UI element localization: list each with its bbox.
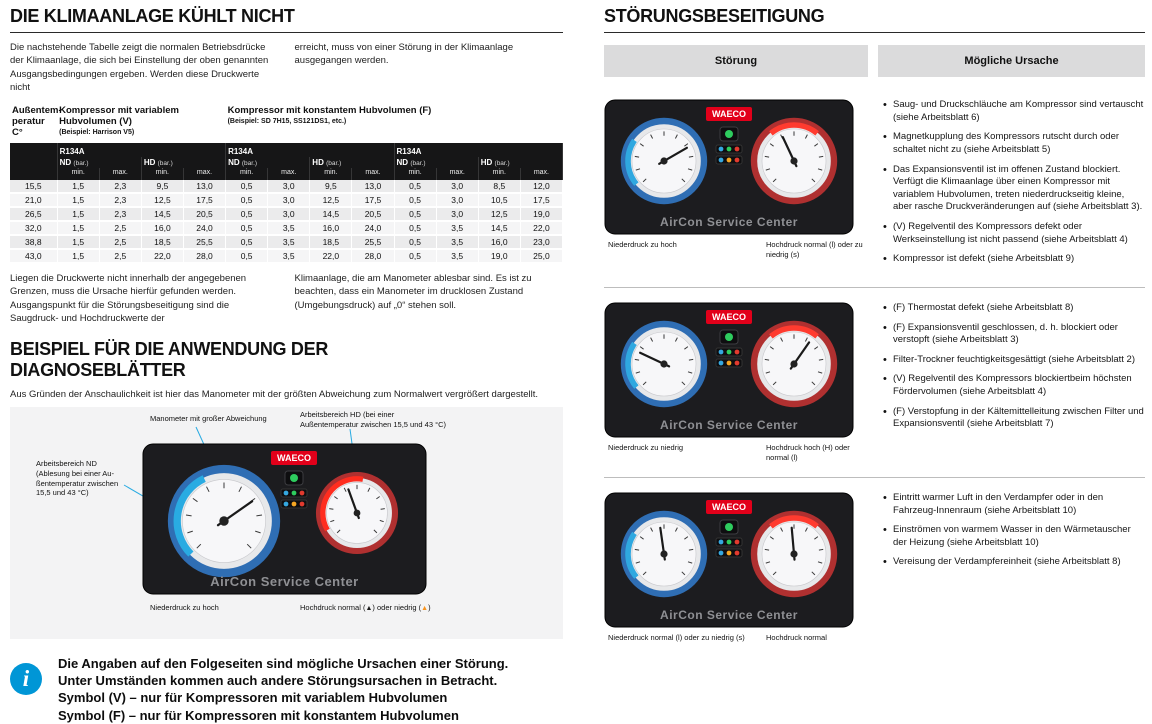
table-row (10, 221, 563, 235)
pressure-cell: 28,0 (352, 249, 394, 263)
pressure-cell: 0,5 (226, 193, 268, 207)
low-pressure-gauge (624, 514, 704, 594)
hd-header-cell: HD (bar.) (478, 157, 562, 168)
high-pressure-label (300, 603, 431, 612)
pressure-cell: 3,0 (436, 180, 478, 193)
trouble-row (604, 477, 1145, 653)
pressure-cell: 2,5 (99, 249, 141, 263)
gauge-panel-labels (604, 633, 868, 653)
pressure-cell: 19,0 (520, 207, 562, 221)
panel-title: AirCon Service Center (660, 417, 798, 432)
table-row (10, 249, 563, 263)
low-pressure-label: Niederdruck zu hoch (608, 240, 677, 249)
max-header-cell: max. (183, 168, 225, 180)
high-pressure-label: Hochdruck normal (l) oder zu niedrig (s) (766, 240, 863, 259)
table-group-header-row (10, 104, 563, 143)
max-header-cell: max. (268, 168, 310, 180)
cause-list (882, 492, 1145, 653)
cause-item: • (F) Verstopfung in der Kältemittelleitung zwischen Filter und Expansionsventil (siehe Arbeitsblatt 7) (882, 406, 1145, 431)
high-pressure-label: Hochdruck hoch (H) oder normal (l) (766, 442, 850, 462)
cause-list (882, 302, 1145, 463)
trouble-row (604, 85, 1145, 273)
pressure-cell: 17,5 (352, 193, 394, 207)
pressure-cell: 16,0 (310, 221, 352, 235)
nd-header-cell: ND (bar.) (394, 157, 478, 168)
pressure-cell: 1,5 (57, 180, 99, 193)
indicator-lights (716, 330, 742, 367)
table-row (10, 180, 563, 193)
svg-text:WAECO: WAECO (276, 453, 312, 464)
min-max-row (10, 168, 563, 180)
pressure-cell: 22,0 (310, 249, 352, 263)
aircon-panel (604, 302, 854, 438)
pressure-cell: 17,5 (183, 193, 225, 207)
waeco-logo (706, 107, 752, 121)
low-pressure-gauge (624, 121, 704, 201)
pressure-cell: 0,5 (226, 235, 268, 249)
pressure-cell: 24,0 (183, 221, 225, 235)
info-icon: i (10, 663, 42, 695)
pressure-cell: 12,5 (141, 193, 183, 207)
example-diagram (10, 407, 563, 639)
annotation-hd-range: Arbeitsbereich HD (bei einer Außentemperatur zwischen 15,5 und 43 °C) (300, 410, 446, 429)
max-header-cell: max. (520, 168, 562, 180)
pressure-cell: 2,3 (99, 180, 141, 193)
waeco-logo (706, 310, 752, 324)
low-pressure-label: Niederdruck normal (l) oder zu niedrig (s) (608, 632, 745, 642)
pressure-cell: 0,5 (226, 249, 268, 263)
example-gauge-panel (142, 443, 427, 595)
pressure-cell: 25,5 (183, 235, 225, 249)
pressure-cell: 16,0 (478, 235, 520, 249)
pressure-cell: 3,5 (436, 221, 478, 235)
pressure-cell: 0,5 (394, 221, 436, 235)
pressure-cell: 0,5 (226, 221, 268, 235)
intro-col2: erreicht, muss von einer Störung in der Klimaanlage ausgegangen werden. (294, 42, 514, 67)
pressure-cell: 9,5 (141, 180, 183, 193)
cause-item: • Saug- und Druckschläuche am Kompressor sind vertauscht (siehe Arbeitsblatt 6) (882, 99, 1145, 124)
after-table-col2: Klimaanlage, die am Manometer ablesbar sind. Es ist zu beachten, dass ein Manometer im drucklosen Zustand (Umgebungsdruck) auf „0“ stehen soll. (294, 273, 532, 311)
cause-item: • Einströmen von warmem Wasser in den Wärmetauscher der Heizung (siehe Arbeitsblatt 10) (882, 524, 1145, 549)
max-header-cell: max. (99, 168, 141, 180)
example-title: BEISPIEL FÜR DIE ANWENDUNG DER DIAGNOSEBLÄTTER (10, 339, 329, 381)
pressure-cell: 3,0 (268, 193, 310, 207)
max-header-cell: max. (352, 168, 394, 180)
pressure-cell: 3,0 (436, 207, 478, 221)
pressure-cell: 13,0 (352, 180, 394, 193)
waeco-logo (706, 500, 752, 514)
pressure-cell: 24,0 (352, 221, 394, 235)
info-line: Die Angaben auf den Folgeseiten sind mögliche Ursachen einer Störung. (58, 656, 509, 672)
high-pressure-gauge (319, 475, 395, 551)
pressure-cell: 3,0 (268, 180, 310, 193)
pressure-cell: 3,5 (268, 235, 310, 249)
min-header-cell: min. (478, 168, 520, 180)
pressure-cell: 10,5 (478, 193, 520, 207)
pressure-cell: 18,5 (141, 235, 183, 249)
info-box (10, 655, 563, 724)
pressure-cell: 22,0 (520, 221, 562, 235)
pressure-cell: 0,5 (394, 193, 436, 207)
refrigerant-cell: R134A (226, 143, 394, 157)
pressure-cell: 12,5 (310, 193, 352, 207)
info-line: Symbol (F) – nur für Kompressoren mit konstantem Hubvolumen (58, 707, 459, 723)
cause-item: • Vereisung der Verdampfereinheit (siehe Arbeitsblatt 8) (882, 556, 1145, 569)
pressure-cell: 9,5 (310, 180, 352, 193)
cause-item: • (V) Regelventil des Kompressors blockiertbeim höchsten Fördervolumen (siehe Arbeitsblatt 4) (882, 373, 1145, 398)
svg-text:WAECO: WAECO (711, 501, 747, 512)
page-title-left: DIE KLIMAANLAGE KÜHLT NICHT (10, 6, 563, 33)
pressure-cell: 0,5 (226, 180, 268, 193)
pressure-cell: 22,0 (141, 249, 183, 263)
waeco-logo (271, 451, 317, 465)
temp-cell: 32,0 (10, 221, 57, 235)
pressure-cell: 20,5 (183, 207, 225, 221)
pressure-cell: 2,3 (99, 193, 141, 207)
temp-cell: 26,5 (10, 207, 57, 221)
gauge-panel (604, 492, 854, 628)
temp-cell: 38,8 (10, 235, 57, 249)
pressure-cell: 1,5 (57, 235, 99, 249)
svg-text:WAECO: WAECO (711, 109, 747, 119)
aircon-panel (142, 443, 427, 595)
intro-col1: Die nachstehende Tabelle zeigt die normalen Betriebsdrücke der Klimaanlage, die sich bei Einstellung der oben genannten Ausgangsbedingungen ergeben. Werden diese Druckwerte nicht (10, 42, 269, 93)
aircon-panel (604, 492, 854, 628)
pressure-cell: 1,5 (57, 207, 99, 221)
max-header-cell: max. (436, 168, 478, 180)
after-table-paragraphs (10, 272, 563, 325)
low-pressure-gauge (624, 324, 704, 404)
pressure-cell: 12,0 (520, 180, 562, 193)
svg-text:WAECO: WAECO (711, 311, 747, 322)
trouble-symptom-cell (604, 302, 868, 463)
pressure-cell: 28,0 (183, 249, 225, 263)
cause-item: • (F) Thermostat defekt (siehe Arbeitsblatt 8) (882, 302, 1145, 315)
column-header-stoerung: Störung (604, 45, 868, 77)
hd-header-cell: HD (bar.) (141, 157, 225, 168)
pressure-cell: 3,5 (436, 249, 478, 263)
pressure-cell: 1,5 (57, 221, 99, 235)
pressure-cell: 14,5 (478, 221, 520, 235)
pressure-cell: 25,0 (520, 249, 562, 263)
pressure-cell: 12,5 (478, 207, 520, 221)
panel-title: AirCon Service Center (660, 607, 798, 622)
gauge-panel-labels (604, 443, 868, 463)
cause-item: • Das Expansionsventil ist im offenen Zustand blockiert. Verfügt die Klimaanlage über einen Kompressor mit variablem Hubvolumen, treten niederdruckseitig kleine, aber rasche Druckveränderungen auf (siehe Arbeitsblatt 3). (882, 164, 1145, 215)
high-pressure-gauge (754, 324, 834, 404)
annotation-nd-range: Arbeitsbereich ND (Ablesung bei einer Au-ßentemperatur zwischen 15,5 und 43 °C) (36, 459, 119, 498)
min-header-cell: min. (57, 168, 99, 180)
low-pressure-label: Niederdruck zu hoch (150, 603, 219, 613)
min-header-cell: min. (141, 168, 183, 180)
pressure-cell: 0,5 (394, 207, 436, 221)
cause-item: • Eintritt warmer Luft in den Verdampfer oder in den Fahrzeug-Innenraum (siehe Arbeitsblatt 10) (882, 492, 1145, 517)
trouble-symptom-cell (604, 99, 868, 273)
pressure-table-head (10, 104, 563, 180)
info-line: Unter Umständen kommen auch andere Störungsursachen in Betracht. (58, 673, 498, 689)
gauge-panel (604, 99, 854, 235)
pressure-cell: 14,5 (310, 207, 352, 221)
pressure-cell: 20,5 (352, 207, 394, 221)
group2-header: Kompressor mit konstantem Hubvolumen (F) (Beispiel: SD 7H15, SS121DS1, etc.) (227, 105, 432, 126)
refrigerant-cell: R134A (57, 143, 225, 157)
trouble-row (604, 287, 1145, 463)
pressure-cell: 14,5 (141, 207, 183, 221)
table-row (10, 193, 563, 207)
pressure-cell: 16,0 (141, 221, 183, 235)
cause-item: • Filter-Trockner feuchtigkeitsgesättigt (siehe Arbeitsblatt 2) (882, 354, 1145, 367)
pressure-cell: 2,5 (99, 221, 141, 235)
annotation-manometer: Manometer mit großer Abweichung (150, 414, 267, 424)
pressure-cell: 0,5 (394, 249, 436, 263)
low-pressure-label: Niederdruck zu niedrig (608, 442, 684, 452)
pressure-table (10, 104, 563, 264)
pressure-cell: 2,5 (99, 235, 141, 249)
pressure-cell: 3,5 (268, 249, 310, 263)
table-row (10, 207, 563, 221)
cause-item: • (V) Regelventil des Kompressors defekt oder Werkseinstellung ist nicht passend (siehe Arbeitsblatt 4) (882, 221, 1145, 246)
temp-header: Außentem-peratur C° (12, 105, 62, 139)
indicator-lights (716, 127, 742, 164)
triangle-normal-icon: ▲ (365, 605, 373, 613)
cause-list (882, 99, 1145, 273)
intro-paragraphs (10, 41, 563, 94)
high-pressure-gauge (754, 514, 834, 594)
pressure-cell: 23,0 (520, 235, 562, 249)
info-text (58, 655, 508, 724)
pressure-cell: 13,0 (183, 180, 225, 193)
indicator-lights (716, 520, 742, 557)
indicator-lights (281, 471, 307, 508)
high-pressure-label-text: ) (428, 603, 431, 613)
cause-item: • Kompressor ist defekt (siehe Arbeitsblatt 9) (882, 253, 1145, 266)
example-intro: Aus Gründen der Anschaulichkeit ist hier das Manometer mit der größten Abweichung zum Normalwert vergrößert dargestellt. (10, 388, 539, 400)
cause-item: • Magnetkupplung des Kompressors rutscht durch oder schaltet nicht zu (siehe Arbeitsblatt 5) (882, 131, 1145, 156)
min-header-cell: min. (310, 168, 352, 180)
nd-header-cell: ND (bar.) (57, 157, 141, 168)
pressure-cell: 1,5 (57, 249, 99, 263)
pressure-cell: 0,5 (226, 207, 268, 221)
pressure-cell: 2,3 (99, 207, 141, 221)
temp-cell: 15,5 (10, 180, 57, 193)
nd-hd-row (10, 157, 563, 168)
min-header-cell: min. (226, 168, 268, 180)
pressure-cell: 3,0 (268, 207, 310, 221)
pressure-cell: 0,5 (394, 235, 436, 249)
right-column (604, 6, 1145, 653)
info-line: Symbol (V) – nur für Kompressoren mit variablem Hubvolumen (58, 690, 448, 706)
trouble-symptom-cell (604, 492, 868, 653)
nd-header-cell: ND (bar.) (226, 157, 310, 168)
high-pressure-gauge (754, 121, 834, 201)
low-pressure-gauge (172, 469, 276, 573)
table-row (10, 235, 563, 249)
pressure-cell: 1,5 (57, 193, 99, 207)
refrigerant-row (10, 143, 563, 157)
left-column (10, 6, 563, 724)
pressure-cell: 8,5 (478, 180, 520, 193)
page-title-right: STÖRUNGSBESEITIGUNG (604, 6, 1145, 33)
hd-header-cell: HD (bar.) (310, 157, 394, 168)
pressure-table-body (10, 180, 563, 263)
column-header-ursache: Mögliche Ursache (878, 45, 1145, 77)
panel-title: AirCon Service Center (660, 215, 798, 229)
pressure-cell: 18,5 (310, 235, 352, 249)
high-pressure-label-text: ) oder niedrig ( (372, 603, 422, 613)
trouble-rows (604, 85, 1145, 653)
temp-cell: 43,0 (10, 249, 57, 263)
min-header-cell: min. (394, 168, 436, 180)
triangle-low-icon: ▲ (421, 605, 429, 613)
refrigerant-cell: R134A (394, 143, 562, 157)
high-pressure-label: Hochdruck normal (766, 632, 827, 642)
cause-item: • (F) Expansionsventil geschlossen, d. h. blockiert oder verstopft (siehe Arbeitsblatt 3) (882, 322, 1145, 347)
temp-cell: 21,0 (10, 193, 57, 207)
gauge-panel-labels (604, 240, 868, 260)
high-pressure-label-text: Hochdruck normal ( (300, 603, 366, 613)
gauge-panel (604, 302, 854, 438)
pressure-cell: 17,5 (520, 193, 562, 207)
pressure-cell: 19,0 (478, 249, 520, 263)
pressure-cell: 3,5 (268, 221, 310, 235)
group1-header: Kompressor mit variablem Hubvolumen (V) (Beispiel: Harrison V5) (59, 105, 179, 137)
troubleshooting-header (604, 45, 1145, 77)
pressure-cell: 3,0 (436, 193, 478, 207)
after-table-col1: Liegen die Druckwerte nicht innerhalb der angegebenen Grenzen, muss die Ursache hierfür gefunden werden. Ausgangspunkt für die Störungsbeseitigung sind die Saugdruck- und Hochdruckwerte der (10, 273, 247, 325)
pressure-cell: 3,5 (436, 235, 478, 249)
pressure-cell: 25,5 (352, 235, 394, 249)
aircon-panel (604, 99, 854, 235)
panel-title: AirCon Service Center (210, 574, 359, 590)
pressure-cell: 0,5 (394, 180, 436, 193)
